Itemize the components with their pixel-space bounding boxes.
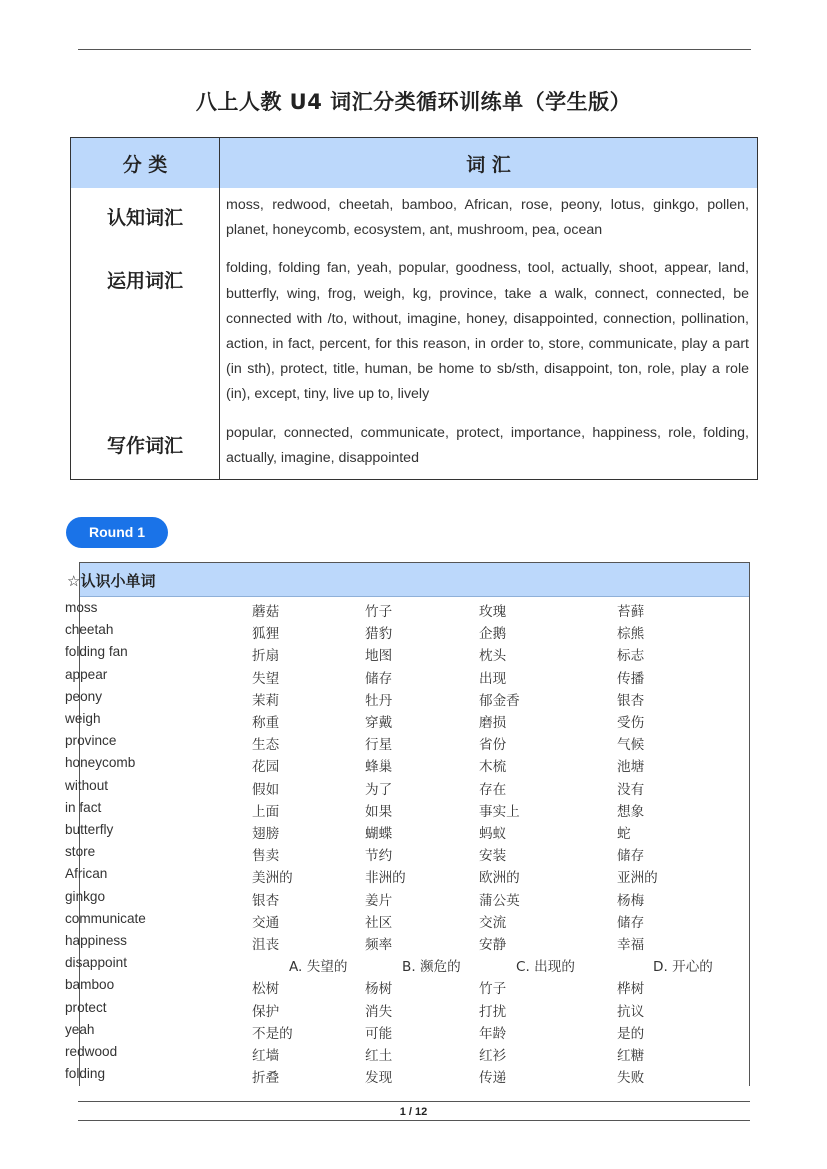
answer-option[interactable]: 发现 [365,1070,393,1087]
exercise-row [65,910,749,933]
answer-option[interactable]: 社区 [365,914,393,931]
exercise-row [65,999,749,1022]
answer-option[interactable]: 储存 [365,670,393,687]
answer-option[interactable]: 红土 [365,1048,393,1064]
exercise-row [65,733,749,755]
answer-option[interactable]: 竹子 [479,981,507,998]
answer-option[interactable]: 花园 [252,759,280,776]
answer-option[interactable]: 沮丧 [252,937,280,953]
round-badge: Round 1 [66,517,168,548]
answer-option[interactable]: 玫瑰 [479,604,507,620]
answer-option[interactable]: 姜片 [365,892,393,909]
answer-option[interactable]: 茉莉 [252,692,280,709]
exercise-row [65,666,749,689]
words-cell: folding, folding fan, yeah, popular, goodness, tool, actually, shoot, appear, land, butterfly, wing, frog, weigh, kg, province, take a walk, connect, connected, be connected with /to, without, imagine, honey, disappointed, connection, pollination, action, in fact, percent, for this reason, in order to, store, communicate, play a part (in sth), protect, title, human, be home to sb/sth, disappoint, ton, role, play a role (in), except, tiny, live up to, lively [220,251,758,415]
answer-option[interactable]: 枕头 [479,648,507,665]
answer-option[interactable]: 售卖 [252,848,280,865]
exercise-row [65,600,749,622]
answer-option[interactable]: 年龄 [479,1025,507,1042]
answer-option[interactable]: 牡丹 [365,692,393,709]
answer-option[interactable]: 蚂蚁 [479,826,507,842]
answer-option[interactable]: 抗议 [617,1003,645,1020]
exercise-row [65,799,749,822]
answer-option[interactable]: 松树 [252,981,280,998]
exercise-row [65,1021,749,1044]
answer-option[interactable]: 蝴蝶 [365,826,393,842]
answer-option[interactable]: 企鹅 [479,626,507,643]
answer-option[interactable]: 穿戴 [365,715,393,731]
exercise-word: folding [65,1066,106,1082]
answer-option[interactable]: 标志 [617,648,645,665]
exercise-title: ☆认识小单词 [67,572,156,590]
exercise-row [65,955,749,977]
exercise-row [65,1066,749,1088]
header-rule [78,49,751,50]
exercise-word: African [65,866,108,882]
answer-option[interactable]: B. 濒危的 [402,959,461,976]
answer-option[interactable]: 银杏 [617,692,645,709]
answer-option[interactable]: 苔藓 [617,604,645,620]
exercise-row [65,711,749,733]
answer-option[interactable]: A. 失望的 [289,959,348,976]
answer-option[interactable]: 打扰 [479,1003,507,1020]
exercise-word: cheetah [65,622,114,638]
category-cell: 认知词汇 [71,188,220,251]
answer-option[interactable]: 事实上 [479,803,520,820]
answer-option[interactable]: 可能 [365,1025,393,1042]
answer-option[interactable]: 红墙 [252,1048,280,1064]
answer-option[interactable]: 传递 [479,1070,507,1087]
answer-option[interactable]: 蒲公英 [479,892,520,909]
answer-option[interactable]: 桦树 [617,981,645,998]
answer-option[interactable]: 杨梅 [617,892,645,909]
exercise-row [65,622,749,644]
answer-option[interactable]: 红衫 [479,1048,507,1064]
answer-option[interactable]: 池塘 [617,759,645,776]
answer-option[interactable]: 郁金香 [479,692,520,709]
exercise-word: happiness [65,933,127,948]
answer-option[interactable]: D. 开心的 [653,959,713,976]
exercise-row [65,844,749,866]
answer-option[interactable]: 折叠 [252,1070,280,1087]
answer-option[interactable]: 是的 [617,1025,645,1042]
answer-option[interactable]: 猎豹 [365,626,393,643]
answer-option[interactable]: C. 出现的 [516,959,575,976]
answer-option[interactable]: 非洲的 [365,870,406,887]
exercise-word: folding fan [65,644,128,660]
answer-option[interactable]: 失望 [252,670,280,687]
answer-option[interactable]: 储存 [617,914,645,931]
exercise-word: redwood [65,1044,118,1059]
answer-option[interactable]: 蛇 [617,826,631,842]
answer-option[interactable]: 省份 [479,737,507,754]
answer-option[interactable]: 交流 [479,914,507,931]
answer-option[interactable]: 幸福 [617,937,645,953]
answer-option[interactable]: 行星 [365,737,393,754]
category-cell: 运用词汇 [71,251,220,415]
page-title: 八上人教 U4 词汇分类循环训练单（学生版） [195,90,632,114]
exercise-word: ginkgo [65,888,106,904]
answer-option[interactable]: 储存 [617,848,645,865]
exercise-word: in fact [65,799,102,815]
exercise-word: communicate [65,910,146,926]
exercise-word: weigh [65,711,101,726]
exercise-word: protect [65,999,107,1015]
exercise-word: disappoint [65,955,127,971]
exercise-row [65,688,749,711]
exercise-row [65,822,749,844]
answer-option[interactable]: 安静 [479,937,507,953]
exercise-row [65,755,749,777]
answer-option[interactable]: 安装 [479,848,507,865]
exercise-word: province [65,733,117,749]
exercise-row [65,888,749,911]
exercise-row [65,977,749,999]
answer-option[interactable]: 交通 [252,914,280,931]
answer-option[interactable]: 棕熊 [617,626,645,643]
answer-option[interactable]: 木梳 [479,759,507,776]
answer-option[interactable]: 想象 [617,803,645,820]
answer-option[interactable]: 蜂巢 [365,759,393,776]
answer-option[interactable]: 称重 [252,715,280,731]
table-header-row [71,138,758,189]
answer-option[interactable]: 气候 [617,737,645,754]
exercise-row [65,1044,749,1066]
exercise-word: store [65,844,96,860]
footer-rule [78,1120,750,1121]
answer-option[interactable]: 上面 [252,803,280,820]
answer-option[interactable]: 竹子 [365,604,393,620]
answer-option[interactable]: 消失 [365,1003,393,1020]
answer-option[interactable]: 保护 [252,1003,280,1020]
exercise-row [65,866,749,888]
table-row [71,188,758,251]
words-cell: popular, connected, communicate, protect, importance, happiness, role, folding, actually, imagine, disappointed [220,416,758,480]
answer-option[interactable]: 杨树 [365,981,393,998]
exercise-header [67,563,749,597]
exercise-panel [65,562,750,1087]
answer-option[interactable]: 欧洲的 [479,870,520,887]
answer-option[interactable]: 节约 [365,848,393,865]
answer-option[interactable]: 为了 [365,781,393,798]
answer-option[interactable]: 狐狸 [252,626,280,643]
exercise-row [65,644,749,666]
answer-option[interactable]: 蘑菇 [252,604,280,620]
answer-option[interactable]: 亚洲的 [617,870,658,887]
answer-option[interactable]: 受伤 [617,715,645,731]
header-category: 分 类 [71,138,220,189]
answer-option[interactable]: 假如 [252,781,280,798]
exercise-row [65,777,749,800]
answer-option[interactable]: 生态 [252,737,280,754]
exercise-word: bamboo [65,977,115,993]
answer-option[interactable]: 存在 [479,781,507,798]
answer-option[interactable]: 出现 [479,670,507,687]
exercise-word: yeah [65,1021,95,1037]
answer-option[interactable]: 折扇 [252,648,280,665]
answer-option[interactable]: 如果 [365,803,393,820]
answer-option[interactable]: 美洲的 [252,870,293,887]
answer-option[interactable]: 没有 [617,781,645,798]
exercise-word: honeycomb [65,755,136,771]
vocabulary-table [70,137,758,480]
words-cell: moss, redwood, cheetah, bamboo, African, rose, peony, lotus, ginkgo, pollen, planet, honeycomb, ecosystem, ant, mushroom, pea, ocean [220,188,758,251]
answer-option[interactable]: 传播 [617,670,645,687]
answer-option[interactable]: 红糖 [617,1048,645,1064]
table-row [71,251,758,415]
page-number: 1 / 12 [399,1106,428,1118]
table-row [71,416,758,480]
exercise-word: without [65,777,109,793]
answer-option[interactable]: 不是的 [252,1025,293,1042]
answer-option[interactable]: 磨损 [479,715,507,731]
footer-rule [78,1101,750,1102]
answer-option[interactable]: 银杏 [252,892,280,909]
exercise-word: peony [65,688,103,704]
exercise-row [65,933,749,955]
exercise-word: butterfly [65,822,114,837]
answer-option[interactable]: 失败 [617,1070,645,1087]
answer-option[interactable]: 翅膀 [252,826,280,842]
exercise-word: moss [65,600,98,615]
exercise-word: appear [65,666,108,682]
category-cell: 写作词汇 [71,416,220,480]
header-words: 词 汇 [220,138,758,189]
answer-option[interactable]: 地图 [365,648,393,665]
answer-option[interactable]: 频率 [365,937,393,953]
